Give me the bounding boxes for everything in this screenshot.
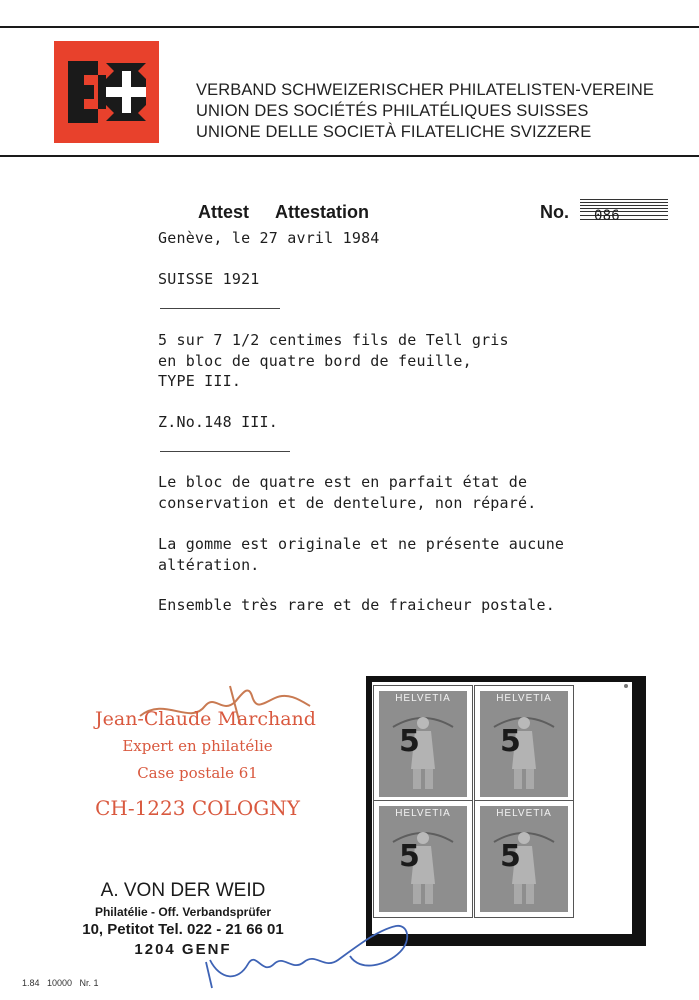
condition-line-1: Le bloc de quatre est en parfait état de — [158, 473, 528, 491]
stamp-surcharge: 5 — [500, 839, 521, 874]
certificate-number: 086 — [594, 208, 620, 224]
dealer-address: 10, Petitot Tel. 022 - 21 66 01 — [82, 921, 284, 938]
top-rule — [0, 26, 699, 28]
catalog-reference: Z.No.148 III. — [158, 413, 278, 431]
number-label: No. — [540, 202, 569, 222]
william-tell-son-icon — [480, 806, 568, 912]
dealer-city: 1204 GENF — [134, 941, 232, 958]
stamp-bottom-left — [374, 801, 472, 917]
margin-mark — [624, 684, 628, 688]
title-attestation: Attestation — [275, 202, 369, 222]
title-attest: Attest — [198, 202, 250, 222]
stamp-bottom-right — [475, 801, 573, 917]
description-line-2: en bloc de quatre bord de feuille, — [158, 352, 472, 370]
stamp-country-label: HELVETIA — [395, 693, 451, 704]
gum-line-1: La gomme est originale et ne présente aucune — [158, 535, 565, 553]
stamp-top-left — [374, 686, 472, 802]
stamp-top-right — [475, 686, 573, 802]
william-tell-son-icon — [379, 691, 467, 797]
separator-2 — [160, 451, 290, 452]
stamp-surcharge: 5 — [500, 724, 521, 759]
header-bottom-rule — [0, 155, 699, 157]
expert-box: Case postale 61 — [137, 764, 258, 782]
org-name-it: UNIONE DELLE SOCIETÀ FILATELICHE SVIZZERE — [196, 123, 592, 141]
stamp-country-label: HELVETIA — [395, 808, 451, 819]
stamp-block-photo — [366, 676, 646, 946]
condition-line-2: conservation et de dentelure, non réparé. — [158, 494, 537, 512]
gum-line-2: altération. — [158, 556, 260, 574]
country-year: SUISSE 1921 — [158, 270, 260, 288]
expert-city: CH-1223 COLOGNY — [95, 796, 300, 820]
stamp-surcharge: 5 — [399, 839, 420, 874]
expert-name: Jean-Claude Marchand — [95, 708, 316, 730]
william-tell-son-icon — [379, 806, 467, 912]
number-field — [580, 199, 668, 225]
description-line-3: TYPE III. — [158, 372, 242, 390]
org-name-fr: UNION DES SOCIÉTÉS PHILATÉLIQUES SUISSES — [196, 102, 589, 120]
dealer-role: Philatélie - Off. Verbandsprüfer — [94, 905, 272, 919]
stamp-country-label: HELVETIA — [496, 693, 552, 704]
place-date: Genève, le 27 avril 1984 — [158, 229, 380, 247]
swiss-cross-logo-icon — [54, 41, 159, 143]
stamp-country-label: HELVETIA — [496, 808, 552, 819]
separator-1 — [160, 308, 280, 309]
description-line-1: 5 sur 7 1/2 centimes fils de Tell gris — [158, 331, 509, 349]
print-code: 1.84 10000 Nr. 1 — [22, 978, 99, 988]
william-tell-son-icon — [480, 691, 568, 797]
dealer-name: A. VON DER WEID — [100, 880, 266, 901]
expert-title: Expert en philatélie — [122, 737, 273, 755]
summary: Ensemble très rare et de fraicheur postale. — [158, 596, 555, 614]
dealer-signature-icon — [200, 912, 420, 992]
logo — [54, 41, 159, 143]
stamp-surcharge: 5 — [399, 724, 420, 759]
org-name-de: VERBAND SCHWEIZERISCHER PHILATELISTEN-VEREINE — [196, 81, 655, 99]
